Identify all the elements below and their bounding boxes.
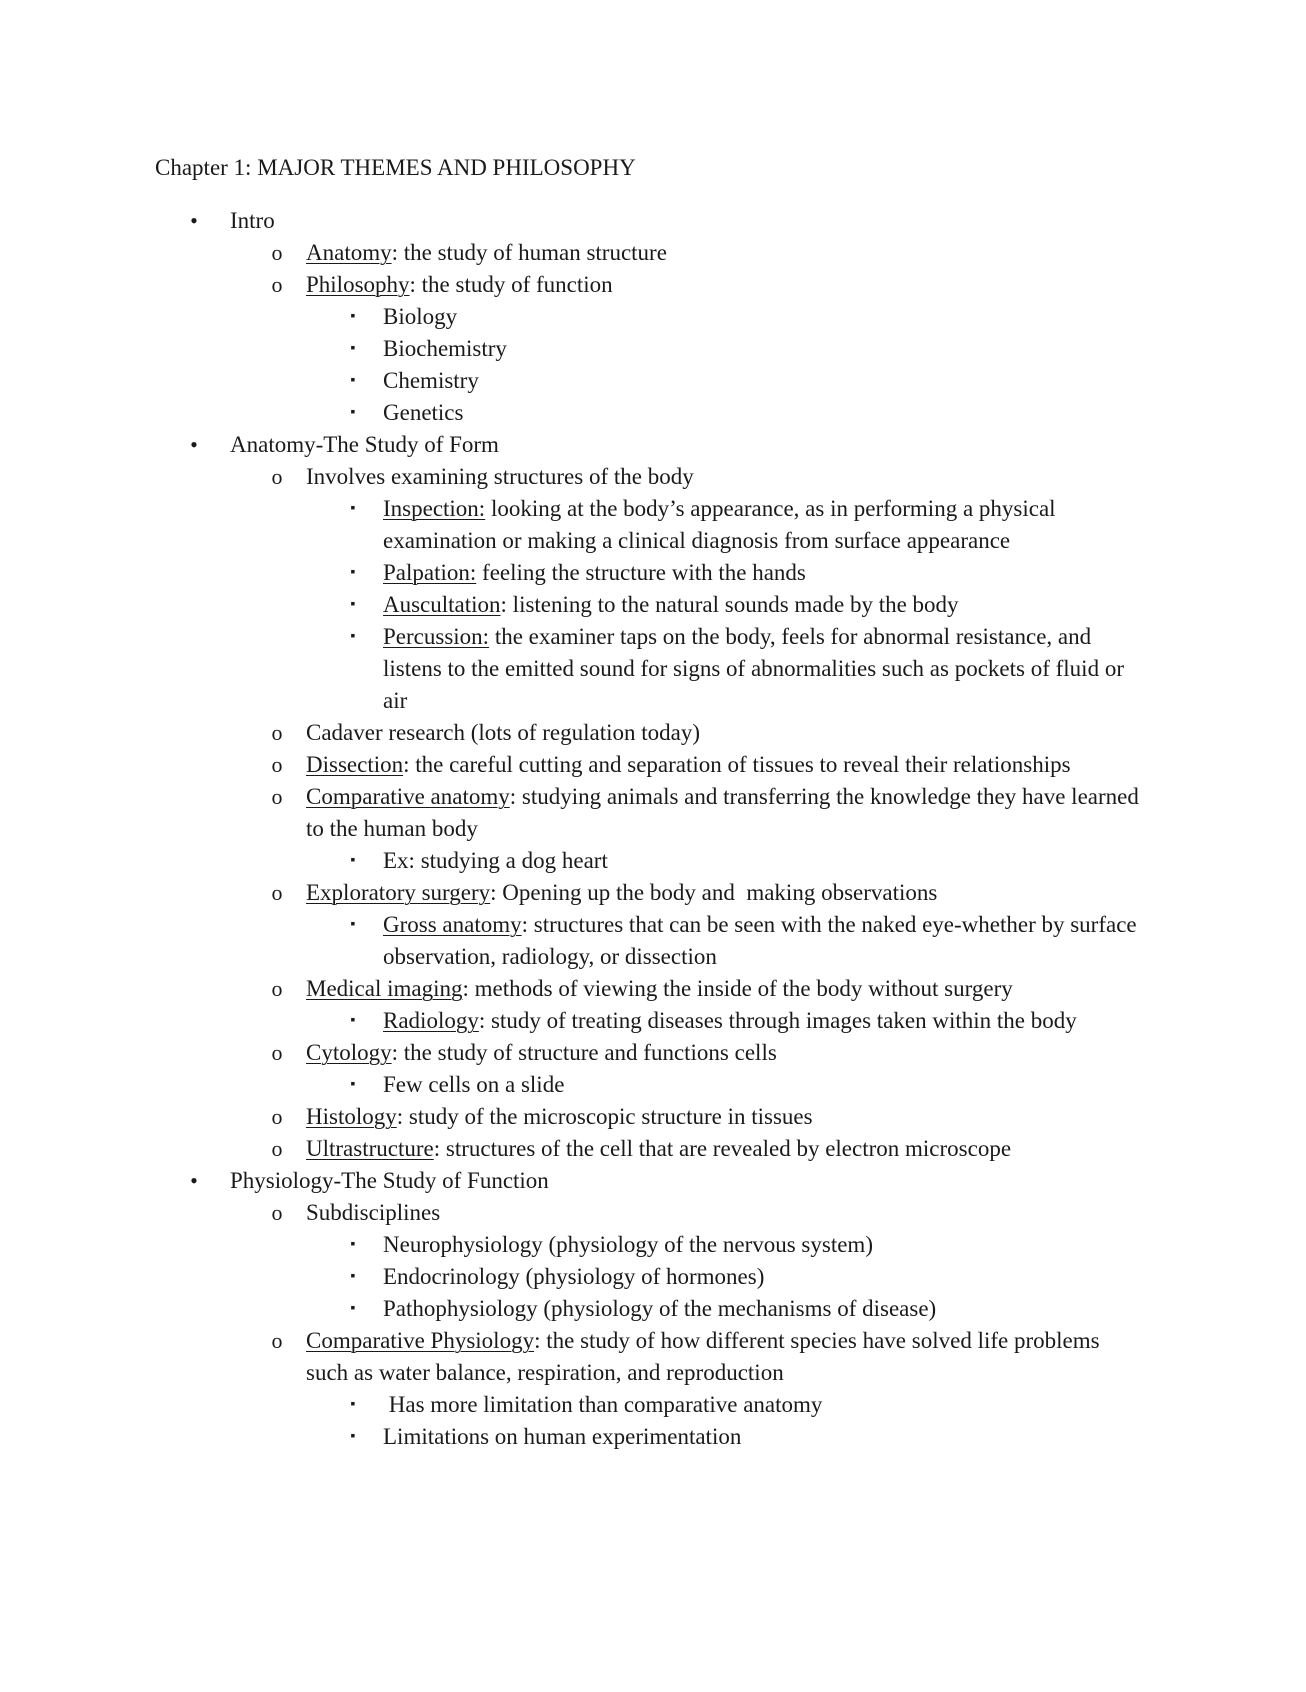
outline-item-text (383, 493, 1153, 557)
outline-item-text (306, 1197, 1146, 1229)
outline-item-text (383, 1229, 1153, 1261)
chapter-title: Chapter 1: MAJOR THEMES AND PHILOSOPHY (155, 155, 636, 180)
outline-item-level-2 (0, 1133, 1306, 1165)
outline-item-level-2 (0, 781, 1306, 845)
item-description: : the study of structure and functions cells (391, 1040, 777, 1065)
item-description: : the study of function (409, 272, 613, 297)
outline-list (0, 205, 1306, 1453)
outline-item-text (306, 1133, 1146, 1165)
bullet-marker: ▪ (350, 1397, 356, 1412)
outline-item-text (383, 1005, 1153, 1037)
term-label: Philosophy (306, 272, 410, 297)
term-label: Histology (306, 1104, 397, 1129)
item-description: Has more limitation than comparative anatomy (383, 1392, 823, 1417)
outline-item-level-3 (0, 589, 1306, 621)
outline-item-text (383, 1389, 1153, 1421)
term-label: Medical imaging (306, 976, 463, 1001)
outline-item-level-2 (0, 749, 1306, 781)
outline-item-text (383, 1421, 1153, 1453)
bullet-marker: o (271, 720, 283, 745)
term-label: Exploratory surgery (306, 880, 491, 905)
bullet-marker: o (271, 784, 283, 809)
term-label: Auscultation (383, 592, 501, 617)
bullet-marker: ▪ (350, 1269, 356, 1284)
bullet-marker: ▪ (350, 501, 356, 516)
outline-item-text (383, 845, 1153, 877)
outline-item-level-2 (0, 237, 1306, 269)
bullet-marker: ▪ (350, 405, 356, 420)
bullet-marker: ▪ (350, 373, 356, 388)
term-label: Dissection (306, 752, 404, 777)
bullet-marker: ▪ (350, 1077, 356, 1092)
item-description: Biochemistry (383, 336, 507, 361)
outline-item-level-3 (0, 1421, 1306, 1453)
bullet-marker: ▪ (350, 341, 356, 356)
bullet-marker: ▪ (350, 1237, 356, 1252)
term-label: Palpation: (383, 560, 477, 585)
outline-item-level-1 (0, 1165, 1306, 1197)
bullet-marker: o (271, 464, 283, 489)
item-description: Physiology-The Study of Function (230, 1168, 549, 1193)
bullet-marker: • (190, 208, 198, 233)
outline-item-level-2 (0, 269, 1306, 301)
item-description: Cadaver research (lots of regulation today) (306, 720, 701, 745)
outline-item-text (230, 429, 1130, 461)
outline-item-level-3 (0, 397, 1306, 429)
bullet-marker: o (271, 1328, 283, 1353)
item-description: feeling the structure with the hands (476, 560, 806, 585)
item-description: : the careful cutting and separation of tissues to reveal their relationships (403, 752, 1071, 777)
bullet-marker: o (271, 880, 283, 905)
outline-item-text (383, 397, 1153, 429)
outline-item-text (383, 1069, 1153, 1101)
item-description: looking at the body’s appearance, as in performing a physical examination or making a clinical diagnosis from surface appearance (383, 496, 1062, 553)
bullet-marker: o (271, 1104, 283, 1129)
outline-item-level-3 (0, 365, 1306, 397)
term-label: Cytology (306, 1040, 392, 1065)
outline-item-text (306, 717, 1146, 749)
term-label: Ultrastructure (306, 1136, 434, 1161)
bullet-marker: ▪ (350, 309, 356, 324)
outline-item-level-2 (0, 877, 1306, 909)
item-description: : structures that can be seen with the naked eye-whether by surface observation, radiology, or dissection (383, 912, 1143, 969)
outline-item-level-3 (0, 493, 1306, 557)
outline-item-level-2 (0, 461, 1306, 493)
bullet-marker: o (271, 752, 283, 777)
bullet-marker: o (271, 1200, 283, 1225)
bullet-marker: o (271, 1136, 283, 1161)
item-description: : structures of the cell that are revealed by electron microscope (433, 1136, 1012, 1161)
item-description: : the study of how different species have solved life problems such as water balance, respiration, and reproduction (306, 1328, 1106, 1385)
outline-item-level-3 (0, 909, 1306, 973)
item-description: : study of the microscopic structure in tissues (396, 1104, 813, 1129)
term-label: Anatomy (306, 240, 392, 265)
item-description: Genetics (383, 400, 464, 425)
outline-item-text (383, 365, 1153, 397)
outline-item-text (306, 973, 1146, 1005)
item-description: Subdisciplines (306, 1200, 441, 1225)
outline-item-level-3 (0, 621, 1306, 717)
item-description: Biology (383, 304, 458, 329)
outline-item-text (383, 301, 1153, 333)
item-description: Intro (230, 208, 275, 233)
term-label: Percussion: (383, 624, 490, 649)
outline-item-text (306, 877, 1146, 909)
term-label: Inspection: (383, 496, 486, 521)
bullet-marker: o (271, 976, 283, 1001)
bullet-marker: o (271, 240, 283, 265)
outline-item-level-3 (0, 1005, 1306, 1037)
outline-item-level-1 (0, 205, 1306, 237)
item-description: : the study of human structure (391, 240, 667, 265)
bullet-marker: o (271, 1040, 283, 1065)
outline-item-text (306, 1037, 1146, 1069)
item-description: Few cells on a slide (383, 1072, 565, 1097)
outline-item-level-3 (0, 845, 1306, 877)
outline-item-level-1 (0, 429, 1306, 461)
bullet-marker: ▪ (350, 1013, 356, 1028)
bullet-marker: ▪ (350, 565, 356, 580)
outline-item-level-2 (0, 717, 1306, 749)
item-description: Neurophysiology (physiology of the nervous system) (383, 1232, 873, 1257)
outline-item-text (306, 269, 1146, 301)
outline-item-level-2 (0, 1101, 1306, 1133)
outline-item-text (383, 1261, 1153, 1293)
outline-item-text (306, 1325, 1146, 1389)
outline-item-text (306, 461, 1146, 493)
outline-item-text (383, 909, 1153, 973)
bullet-marker: o (271, 272, 283, 297)
bullet-marker: ▪ (350, 1301, 356, 1316)
outline-item-text (306, 1101, 1146, 1133)
item-description: : methods of viewing the inside of the body without surgery (462, 976, 1013, 1001)
bullet-marker: • (190, 1168, 198, 1193)
bullet-marker: ▪ (350, 629, 356, 644)
term-label: Comparative Physiology (306, 1328, 535, 1353)
item-description: : Opening up the body and making observations (490, 880, 938, 905)
outline-item-level-2 (0, 973, 1306, 1005)
item-description: Endocrinology (physiology of hormones) (383, 1264, 765, 1289)
outline-item-level-3 (0, 1389, 1306, 1421)
outline-item-level-2 (0, 1325, 1306, 1389)
item-description: : listening to the natural sounds made by the body (500, 592, 959, 617)
outline-item-level-3 (0, 1261, 1306, 1293)
outline-item-level-2 (0, 1197, 1306, 1229)
outline-item-text (306, 237, 1146, 269)
item-description: : study of treating diseases through images taken within the body (478, 1008, 1077, 1033)
bullet-marker: • (190, 432, 198, 457)
outline-item-level-2 (0, 1037, 1306, 1069)
item-description: Limitations on human experimentation (383, 1424, 742, 1449)
outline-item-text (383, 1293, 1153, 1325)
item-description: the examiner taps on the body, feels for abnormal resistance, and listens to the emitted sound for signs of abnormalities such as pockets of fluid or air (383, 624, 1130, 713)
term-label: Comparative anatomy (306, 784, 510, 809)
outline-item-level-3 (0, 333, 1306, 365)
item-description: Chemistry (383, 368, 479, 393)
item-description: Involves examining structures of the body (306, 464, 694, 489)
outline-item-text (230, 1165, 1130, 1197)
outline-item-text (383, 621, 1153, 717)
outline-item-level-3 (0, 1069, 1306, 1101)
item-description: Ex: studying a dog heart (383, 848, 608, 873)
bullet-marker: ▪ (350, 1429, 356, 1444)
outline-item-text (383, 589, 1153, 621)
term-label: Gross anatomy (383, 912, 522, 937)
outline-item-level-3 (0, 1229, 1306, 1261)
bullet-marker: ▪ (350, 853, 356, 868)
outline-item-level-3 (0, 1293, 1306, 1325)
outline-item-level-3 (0, 557, 1306, 589)
outline-item-text (230, 205, 1130, 237)
bullet-marker: ▪ (350, 917, 356, 932)
outline-item-text (306, 781, 1146, 845)
outline-item-text (383, 557, 1153, 589)
outline-item-level-3 (0, 301, 1306, 333)
item-description: Pathophysiology (physiology of the mechanisms of disease) (383, 1296, 937, 1321)
term-label: Radiology (383, 1008, 479, 1033)
outline-item-text (306, 749, 1146, 781)
outline-item-text (383, 333, 1153, 365)
bullet-marker: ▪ (350, 597, 356, 612)
item-description: Anatomy-The Study of Form (230, 432, 499, 457)
item-description: : studying animals and transferring the knowledge they have learned to the human body (306, 784, 1145, 841)
